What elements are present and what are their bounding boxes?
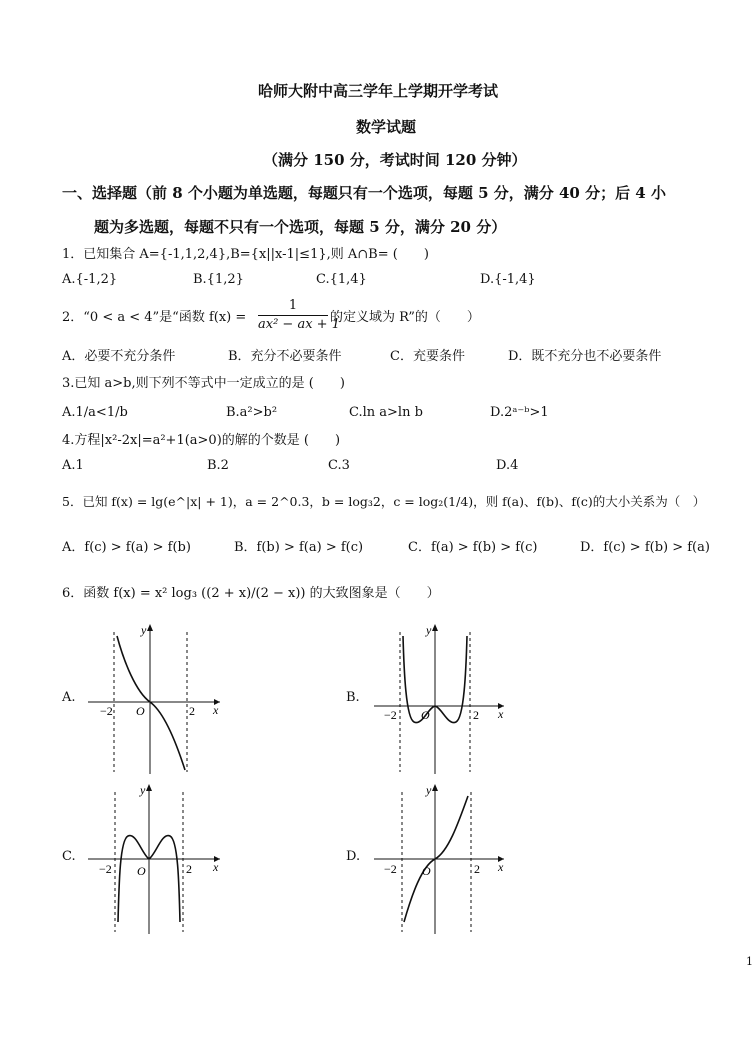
q6c-x-label: x	[213, 860, 219, 874]
q6c-right-tick: 2	[186, 862, 192, 876]
q6-option-a-label: A.	[62, 690, 76, 705]
q1-option-c: C.{1,4}	[316, 272, 367, 287]
school-title: 哈师大附中高三学年上学期开学考试	[258, 82, 499, 100]
q2-stem-before: 2．“0 < a < 4”是“函数 f(x) =	[62, 310, 247, 325]
q3-option-c: C.ln a>ln b	[349, 405, 423, 420]
page-number: 1	[746, 955, 753, 968]
q2-fraction-denominator: ax² − ax + 1	[258, 317, 340, 332]
section-heading-line1: 一、选择题（前 8 个小题为单选题，每题只有一个选项，每题 5 分，满分 40 分；后 4 小	[62, 184, 666, 202]
q2-option-a: A．必要不充分条件	[62, 349, 176, 364]
q5-stem: 5．已知 f(x) = lg(e^|x| + 1)，a = 2^0.3，b = log₃2，c = log₂(1/4)，则 f(a)、f(b)、f(c)的大小关系为（ ）	[62, 494, 706, 509]
q6-graph-b[interactable]	[374, 622, 514, 774]
q1-option-d: D.{-1,4}	[480, 272, 536, 287]
q4-option-a: A.1	[62, 458, 84, 473]
q6d-origin: O	[422, 864, 431, 878]
q1-stem: 1．已知集合 A={-1,1,2,4},B={x||x-1|≤1},则 A∩B= ( )	[62, 247, 429, 262]
q3-stem: 3.已知 a>b,则下列不等式中一定成立的是 ( )	[62, 376, 345, 391]
q3-option-a: A.1/a<1/b	[62, 405, 128, 420]
q6-graph-c[interactable]	[88, 782, 228, 934]
q6b-y-label: y	[426, 623, 432, 637]
exam-info: （满分 150 分，考试时间 120 分钟）	[263, 151, 527, 169]
q6a-origin: O	[136, 704, 145, 718]
q6-graph-d[interactable]	[374, 782, 514, 934]
q1-option-a: A.{-1,2}	[62, 272, 118, 287]
q6d-left-tick: −2	[384, 862, 397, 876]
q6-stem: 6．函数 f(x) = x² log₃ ((2 + x)/(2 − x)) 的大致图象是（ ）	[62, 586, 440, 601]
q6a-y-label: y	[141, 623, 147, 637]
q4-option-b: B.2	[207, 458, 229, 473]
q5-option-d: D．f(c) > f(b) > f(a)	[580, 540, 710, 555]
q1-option-b: B.{1,2}	[193, 272, 244, 287]
q6d-y-label: y	[426, 783, 432, 797]
q6a-x-label: x	[213, 703, 219, 717]
q6a-left-tick: −2	[100, 704, 113, 718]
q2-fraction	[258, 298, 340, 333]
q2-option-b: B．充分不必要条件	[228, 349, 342, 364]
q6b-origin: O	[421, 708, 430, 722]
q6-graph-a[interactable]	[88, 622, 228, 774]
q2-option-c: C．充要条件	[390, 349, 465, 364]
q4-option-c: C.3	[328, 458, 350, 473]
q2-fraction-numerator: 1	[288, 298, 298, 313]
q3-option-d: D.2ᵃ⁻ᵇ>1	[490, 405, 549, 420]
q6b-left-tick: −2	[384, 708, 397, 722]
q6-option-b-label: B.	[346, 690, 360, 705]
q6c-origin: O	[137, 864, 146, 878]
q6c-y-label: y	[140, 783, 146, 797]
q6c-left-tick: −2	[99, 862, 112, 876]
q5-option-b: B．f(b) > f(a) > f(c)	[234, 540, 364, 555]
section-heading-line2: 题为多选题，每题不只有一个选项，每题 5 分，满分 20 分）	[94, 218, 507, 236]
q6d-x-label: x	[498, 860, 504, 874]
q6d-right-tick: 2	[474, 862, 480, 876]
q6b-right-tick: 2	[473, 708, 479, 722]
q2-stem-after: 的定义域为 R”的（ ）	[330, 310, 480, 325]
q4-option-d: D.4	[496, 458, 519, 473]
q2-option-d: D．既不充分也不必要条件	[508, 349, 662, 364]
q6-option-c-label: C.	[62, 849, 76, 864]
q4-stem: 4.方程|x²-2x|=a²+1(a>0)的解的个数是 ( )	[62, 433, 341, 448]
q6-option-d-label: D.	[346, 849, 361, 864]
q6a-right-tick: 2	[189, 704, 195, 718]
subject-title: 数学试题	[356, 118, 417, 136]
q2-fraction-bar	[258, 315, 328, 316]
q6b-x-label: x	[498, 707, 504, 721]
q3-option-b: B.a²>b²	[226, 405, 278, 420]
q5-option-c: C．f(a) > f(b) > f(c)	[408, 540, 538, 555]
q5-option-a: A．f(c) > f(a) > f(b)	[62, 540, 191, 555]
